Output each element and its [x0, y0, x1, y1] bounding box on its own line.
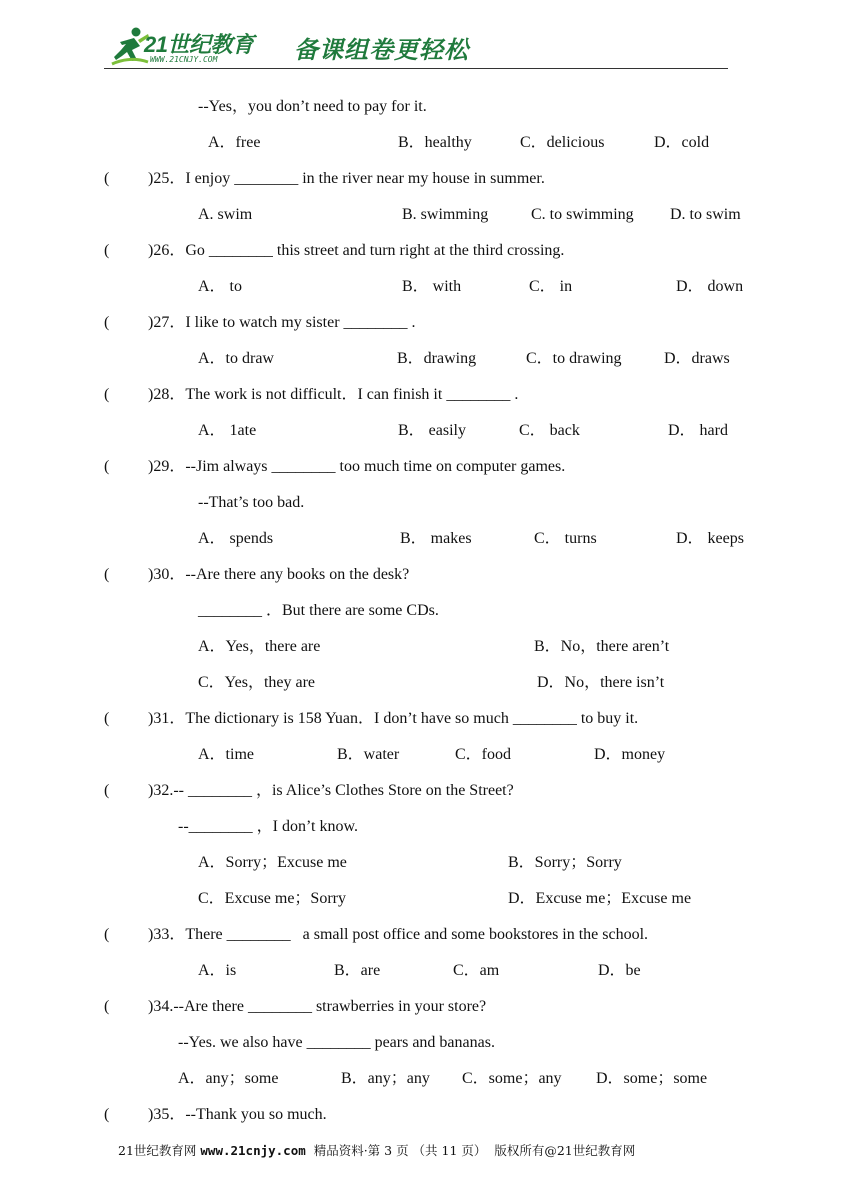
- question-26: )26．Go ________ this street and turn right at the third crossing.: [148, 242, 565, 259]
- option-c: C．Excuse me；Sorry: [198, 890, 346, 907]
- answer-text: --Yes. we also have ________ pears and bananas.: [178, 1034, 495, 1051]
- question-32: )32.-- ________ ，is Alice’s Clothes Store on the Street?: [148, 782, 514, 799]
- question-29: )29．--Jim always ________ too much time on computer games.: [148, 458, 566, 475]
- option-d: D. to swim: [670, 206, 741, 223]
- answer-text: --________ ，I don’t know.: [178, 818, 358, 835]
- option-c: C．am: [453, 962, 500, 979]
- answer-paren: (: [104, 926, 110, 943]
- option-a: A．to draw: [198, 350, 274, 367]
- answer-paren: (: [104, 242, 110, 259]
- answer-paren: (: [104, 566, 110, 583]
- option-c: C．food: [455, 746, 512, 763]
- option-a: A． 1ate: [198, 422, 257, 439]
- logo-text: 21世纪教育: [144, 32, 254, 57]
- option-c: C． turns: [534, 530, 597, 547]
- answer-paren: (: [104, 170, 110, 187]
- footer-site-url[interactable]: www.21cnjy.com: [200, 1143, 306, 1158]
- option-b: B．drawing: [397, 350, 477, 367]
- option-c: C．Yes，they are: [198, 674, 316, 691]
- option-b: B．No，there aren’t: [534, 638, 670, 655]
- question-28: )28．The work is not difficult．I can finish it ________ .: [148, 386, 519, 403]
- option-b: B．any；any: [341, 1070, 430, 1087]
- question-25: )25．I enjoy ________ in the river near my house in summer.: [148, 170, 545, 187]
- option-b: B．Sorry；Sorry: [508, 854, 622, 871]
- option-d: D．draws: [664, 350, 730, 367]
- option-a: A．Sorry；Excuse me: [198, 854, 347, 871]
- option-b: B. swimming: [402, 206, 489, 223]
- footer-site-name: 21世纪教育网: [118, 1143, 197, 1158]
- header-divider: [104, 68, 728, 69]
- answer-text: --That’s too bad.: [198, 494, 305, 511]
- option-b: B．healthy: [398, 134, 472, 151]
- option-c: C．delicious: [520, 134, 605, 151]
- option-c: C．to drawing: [526, 350, 622, 367]
- question-27: )27．I like to watch my sister ________ .: [148, 314, 416, 331]
- option-a: A．time: [198, 746, 254, 763]
- option-d: D．cold: [654, 134, 710, 151]
- answer-paren: (: [104, 1106, 110, 1123]
- answer-paren: (: [104, 386, 110, 403]
- option-d: D．some；some: [596, 1070, 708, 1087]
- option-a: A．free: [208, 134, 261, 151]
- option-c: C． in: [529, 278, 573, 295]
- option-b: B．water: [337, 746, 400, 763]
- answer-paren: (: [104, 782, 110, 799]
- option-a: A． spends: [198, 530, 274, 547]
- option-d: D． down: [676, 278, 744, 295]
- option-a: A．any；some: [178, 1070, 279, 1087]
- option-d: D． keeps: [676, 530, 744, 547]
- option-d: D．Excuse me；Excuse me: [508, 890, 692, 907]
- answer-paren: (: [104, 458, 110, 475]
- option-b: B． makes: [400, 530, 472, 547]
- page-footer: [118, 1141, 635, 1159]
- question-34: )34.--Are there ________ strawberries in your store?: [148, 998, 487, 1015]
- option-d: D．No，there isn’t: [537, 674, 665, 691]
- option-a: A． to: [198, 278, 243, 295]
- header-slogan: 备课组卷更轻松: [294, 36, 469, 64]
- option-b: B． easily: [398, 422, 466, 439]
- answer-paren: (: [104, 998, 110, 1015]
- option-b: B． with: [402, 278, 462, 295]
- logo-url: WWW.21CNJY.COM: [150, 55, 218, 64]
- question-30: )30．--Are there any books on the desk?: [148, 566, 410, 583]
- option-d: D． hard: [668, 422, 728, 439]
- option-c: C．some；any: [462, 1070, 562, 1087]
- question-33: )33．There ________ a small post office and some bookstores in the school.: [148, 926, 649, 943]
- option-a: A. swim: [198, 206, 253, 223]
- option-a: A．is: [198, 962, 237, 979]
- footer-page-info: 精品资料·第 3 页 （共 11 页）: [313, 1143, 487, 1158]
- answer-text: ________ ．But there are some CDs.: [198, 602, 439, 619]
- answer-text: --Yes，you don’t need to pay for it.: [198, 98, 427, 115]
- answer-paren: (: [104, 314, 110, 331]
- footer-copyright: 版权所有@21世纪教育网: [494, 1143, 636, 1158]
- option-d: D．be: [598, 962, 641, 979]
- option-d: D．money: [594, 746, 666, 763]
- page-header: [104, 22, 728, 72]
- answer-paren: (: [104, 710, 110, 727]
- option-b: B．are: [334, 962, 381, 979]
- option-c: C. to swimming: [531, 206, 634, 223]
- option-a: A．Yes，there are: [198, 638, 321, 655]
- question-35: )35．--Thank you so much.: [148, 1106, 327, 1123]
- option-c: C． back: [519, 422, 580, 439]
- question-31: )31．The dictionary is 158 Yuan．I don’t have so much ________ to buy it.: [148, 710, 639, 727]
